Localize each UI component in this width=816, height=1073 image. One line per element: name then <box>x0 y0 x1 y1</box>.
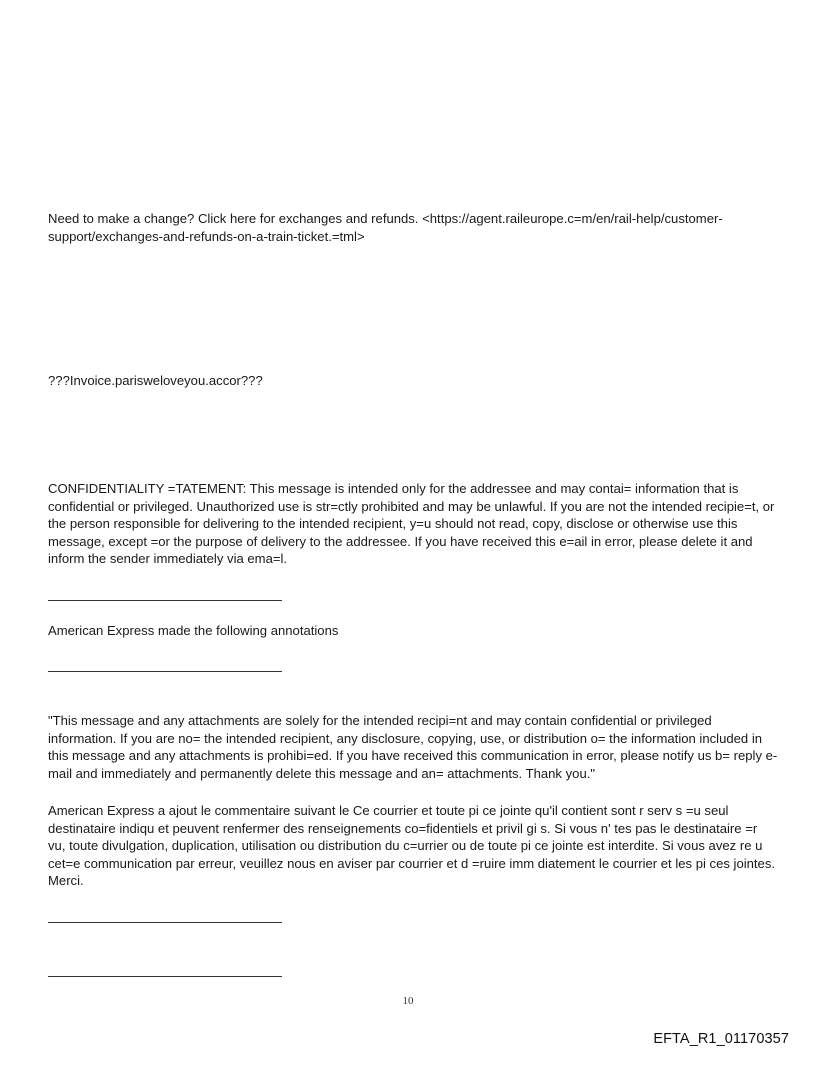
change-notice: Need to make a change? Click here for exchanges and refunds. <https://agent.raileurope.c=m/en/rail-help/customer-support/exchanges-and-refunds-on-a-train-ticket.=tml> <box>48 211 723 244</box>
annotations-header: American Express made the following annotations <box>48 623 339 638</box>
french-disclaimer: American Express a ajout le commentaire suivant le Ce courrier et toute pi ce jointe qu'il contient sont r serv s =u seul destinataire indiqu et peuvent renfermer des renseignements co=fidentiels et privil gi s. Si vous n' tes pas le destinataire =r vu, toute divulgation, duplication, utilisation ou distribution du c=urrier ou de toute pi ce jointe est interdite. Si vous avez re u cet=e communication par erreur, veuillez nous en aviser par courrier et d =ruire imm diatement le courrier et les pi ces jointes. Merci. <box>48 803 776 889</box>
divider-2 <box>48 671 282 672</box>
confidentiality-statement: CONFIDENTIALITY =TATEMENT: This message is intended only for the addressee and may contai= information that is confidential or privileged. Unauthorized use is str=ctly prohibited and may be unlawful. If you are not the intended recipie=t, or the person responsible for delivering to the intended recipient, y=u should not read, copy, disclose or otherwise use this message, except =or the purpose of delivery to the addressee. If you have received this e=ail in error, please delete it and inform the sender immediately via ema=l. <box>48 481 775 567</box>
english-disclaimer: "This message and any attachments are solely for the intended recipi=nt and may contain confidential or privileged information. If you are no= the intended recipient, any disclosure, copying, use, or distribution o= the information included in this message and any attachments is prohibi=ed. If you have received this communication in error, please notify us b= reply e-mail and immediately and permanently delete this message and an= attachments. Thank you." <box>48 713 778 781</box>
divider-3 <box>48 922 282 923</box>
divider-4 <box>48 976 282 977</box>
page-number: 10 <box>402 995 414 1007</box>
invoice-line: ???Invoice.parisweloveyou.accor??? <box>48 373 263 388</box>
bates-number: EFTA_R1_01170357 <box>653 1031 789 1047</box>
divider-1 <box>48 600 282 601</box>
